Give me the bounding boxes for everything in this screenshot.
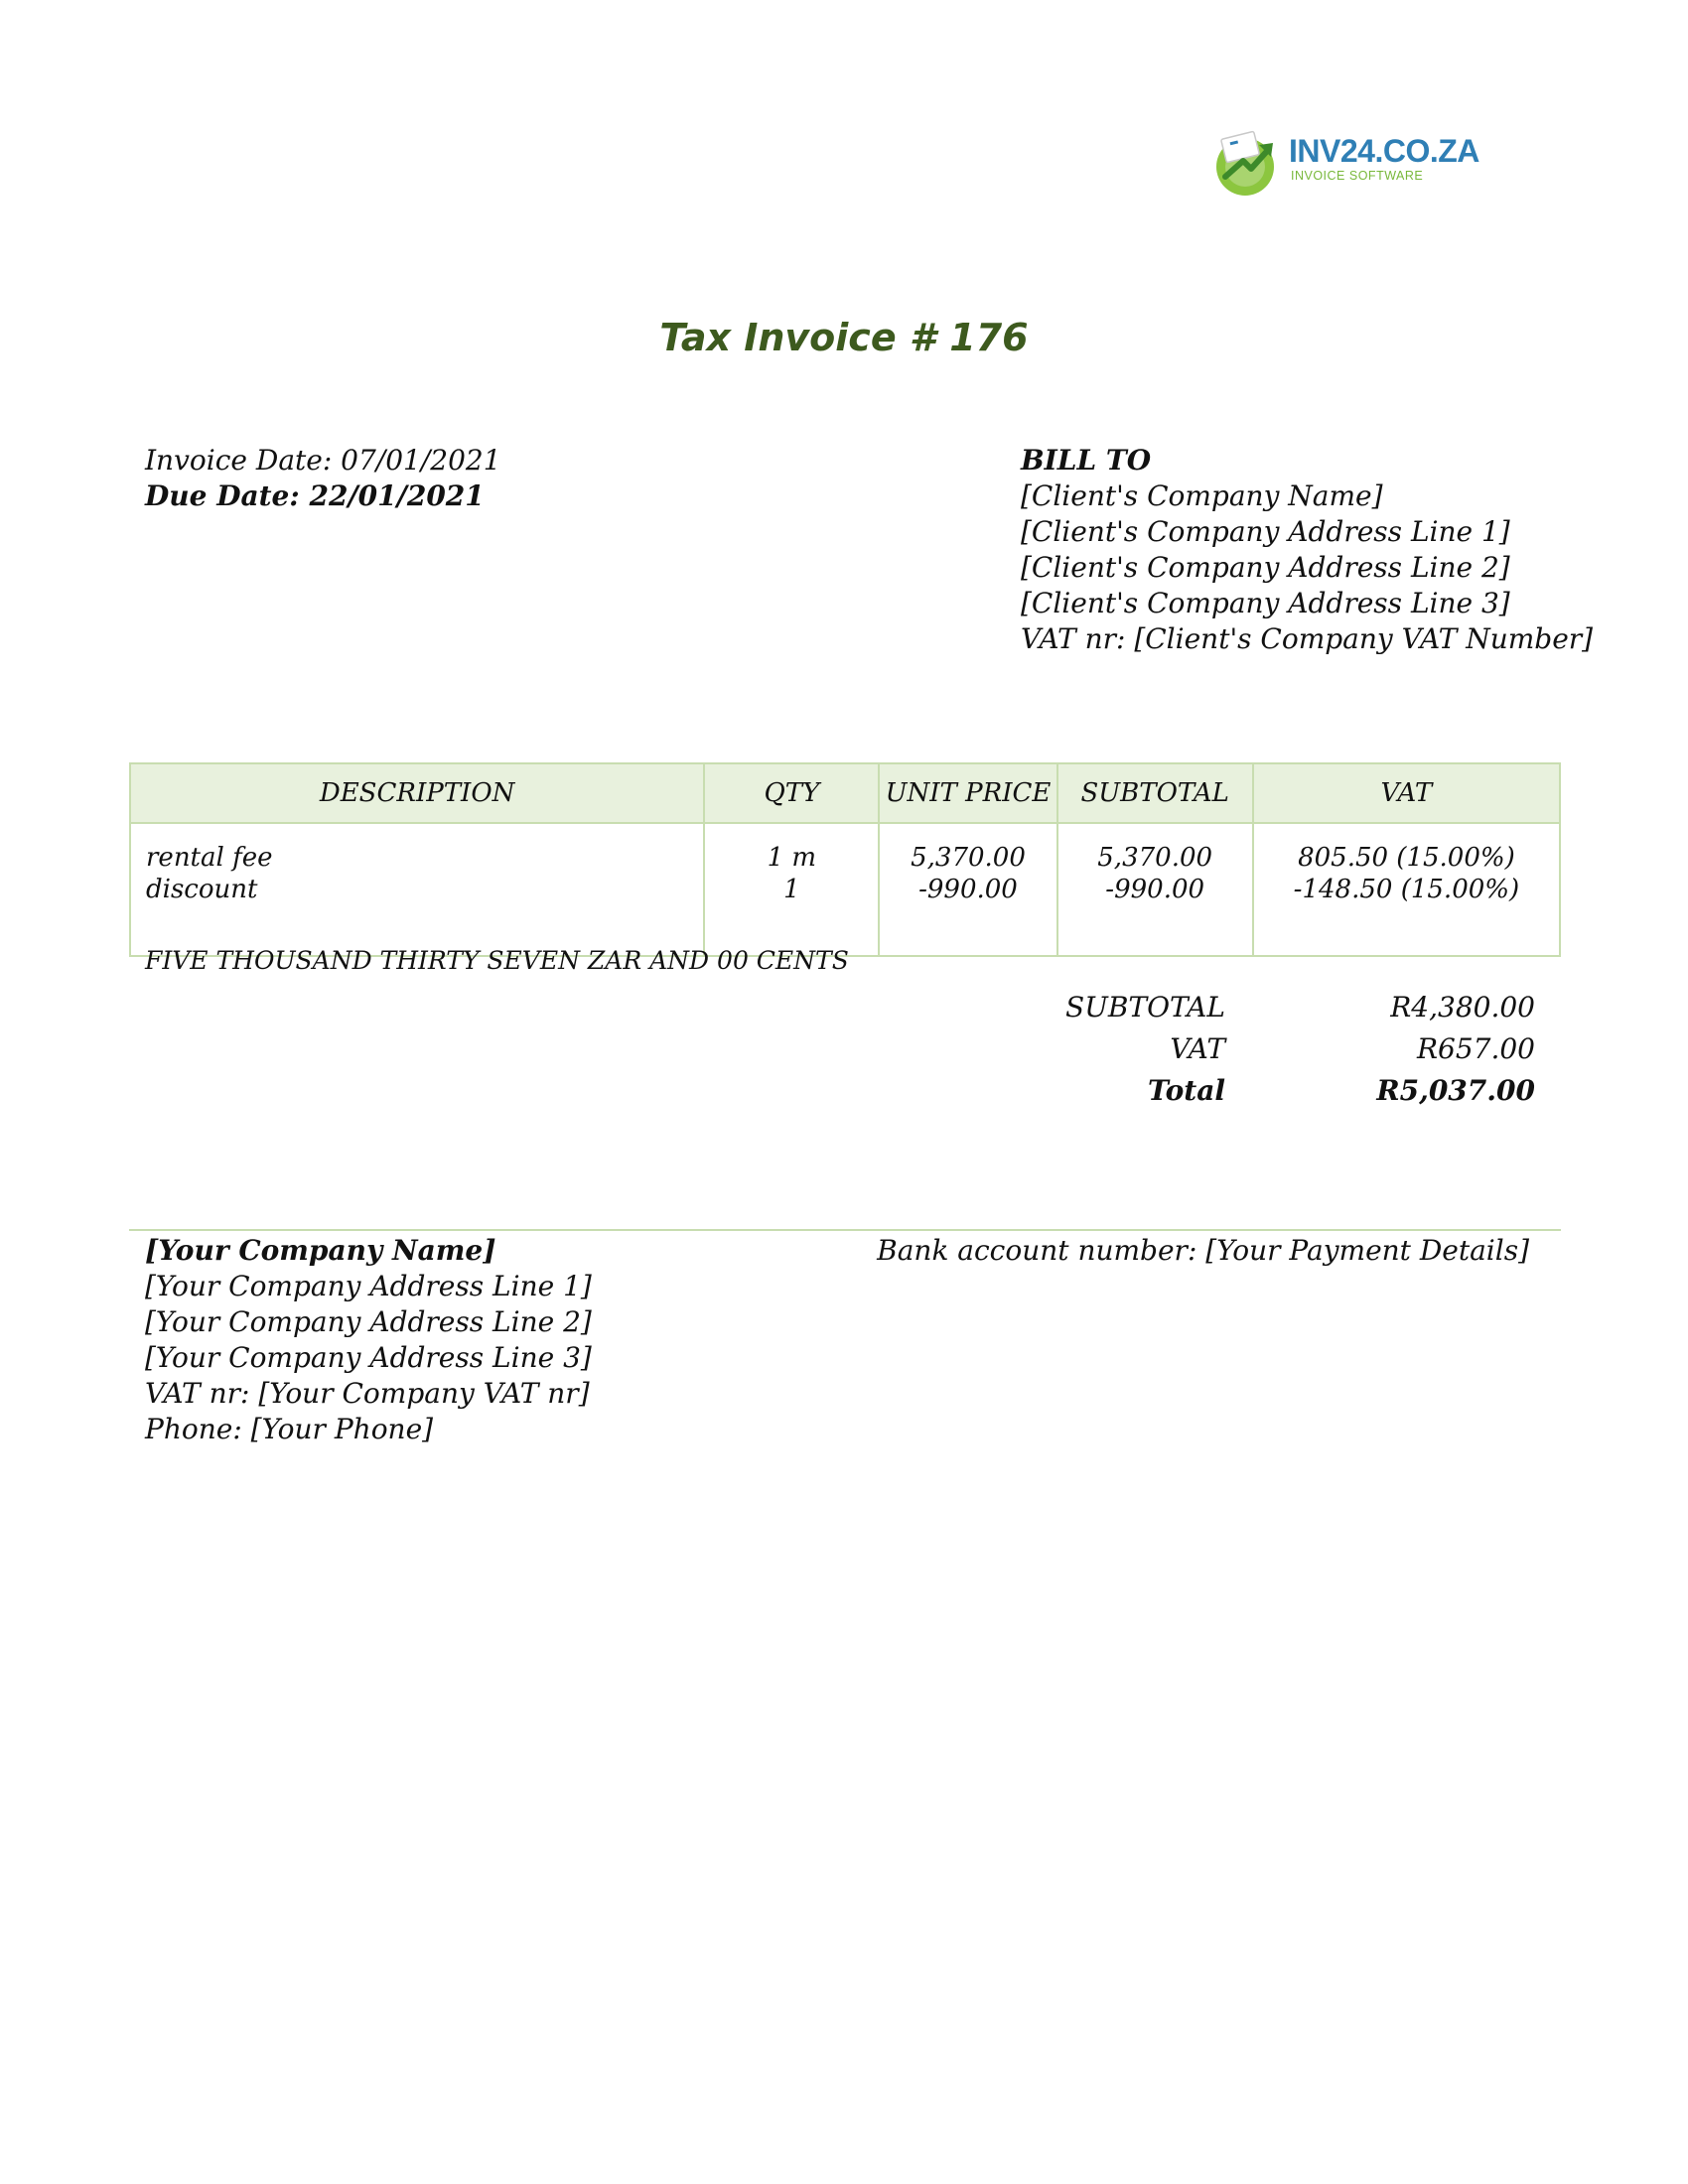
item-subtotal: -990.00 [1105, 875, 1205, 904]
bill-to-line: [Client's Company Name] [1021, 479, 1383, 512]
bill-to-line: VAT nr: [Client's Company VAT Number] [1021, 622, 1594, 655]
total-label: Total [1147, 1074, 1225, 1107]
company-details [145, 1233, 592, 1447]
cell-unit-price [879, 823, 1056, 956]
cell-description [130, 823, 704, 956]
item-qty: 1 [783, 875, 800, 904]
bill-to-line: [Client's Company Address Line 2] [1021, 551, 1510, 584]
logo-name: INV24.CO.ZA [1289, 133, 1479, 169]
vat-label: VAT [1170, 1032, 1225, 1065]
table-header-row [130, 763, 1560, 823]
subtotal-label: SUBTOTAL [1065, 991, 1225, 1024]
vat-row [993, 1028, 1535, 1070]
column-header-subtotal: SUBTOTAL [1057, 763, 1253, 823]
bank-details: Bank account number: [Your Payment Details] [877, 1234, 1529, 1267]
company-name: [Your Company Name] [145, 1234, 496, 1267]
footer-divider [129, 1229, 1561, 1231]
bill-to-block [1021, 443, 1593, 657]
cell-subtotal [1057, 823, 1253, 956]
bill-to-heading: BILL TO [1021, 444, 1152, 477]
item-vat: -148.50 (15.00%) [1293, 875, 1520, 904]
invoice-date: Invoice Date: 07/01/2021 [145, 444, 501, 477]
item-unit-price: -990.00 [918, 875, 1018, 904]
column-header-qty: QTY [704, 763, 879, 823]
subtotal-row [993, 987, 1535, 1028]
invoice-number: 176 [949, 316, 1029, 359]
logo-tagline: INVOICE SOFTWARE [1291, 169, 1424, 183]
totals-block [993, 987, 1535, 1112]
line-items-table [129, 762, 1561, 957]
item-unit-price: 5,370.00 [911, 843, 1026, 873]
invoice-title-label: Tax Invoice # [659, 316, 936, 359]
company-line: [Your Company Address Line 2] [145, 1305, 592, 1338]
table-row [130, 823, 1560, 956]
company-line: Phone: [Your Phone] [145, 1413, 434, 1445]
vat-value: R657.00 [1416, 1032, 1535, 1065]
bill-to-line: [Client's Company Address Line 1] [1021, 515, 1510, 548]
item-description: rental fee [146, 843, 273, 873]
item-description: discount [146, 875, 258, 904]
company-line: [Your Company Address Line 3] [145, 1341, 592, 1374]
bill-to-line: [Client's Company Address Line 3] [1021, 587, 1510, 619]
item-qty: 1 m [767, 843, 817, 873]
amount-in-words: FIVE THOUSAND THIRTY SEVEN ZAR AND 00 CENTS [145, 946, 849, 975]
logo-emblem-icon [1209, 127, 1281, 199]
item-vat: 805.50 (15.00%) [1298, 843, 1515, 873]
invoice-title [0, 316, 1688, 359]
cell-qty [704, 823, 879, 956]
due-date: Due Date: 22/01/2021 [145, 479, 485, 512]
total-row [993, 1070, 1535, 1112]
invoice-dates [145, 443, 501, 514]
company-logo [1209, 127, 1479, 199]
subtotal-value: R4,380.00 [1390, 991, 1535, 1024]
item-subtotal: 5,370.00 [1097, 843, 1213, 873]
column-header-vat: VAT [1253, 763, 1560, 823]
column-header-unit-price: UNIT PRICE [879, 763, 1056, 823]
column-header-description: DESCRIPTION [130, 763, 704, 823]
company-line: [Your Company Address Line 1] [145, 1270, 592, 1302]
total-value: R5,037.00 [1376, 1074, 1535, 1107]
cell-vat [1253, 823, 1560, 956]
company-line: VAT nr: [Your Company VAT nr] [145, 1377, 590, 1410]
